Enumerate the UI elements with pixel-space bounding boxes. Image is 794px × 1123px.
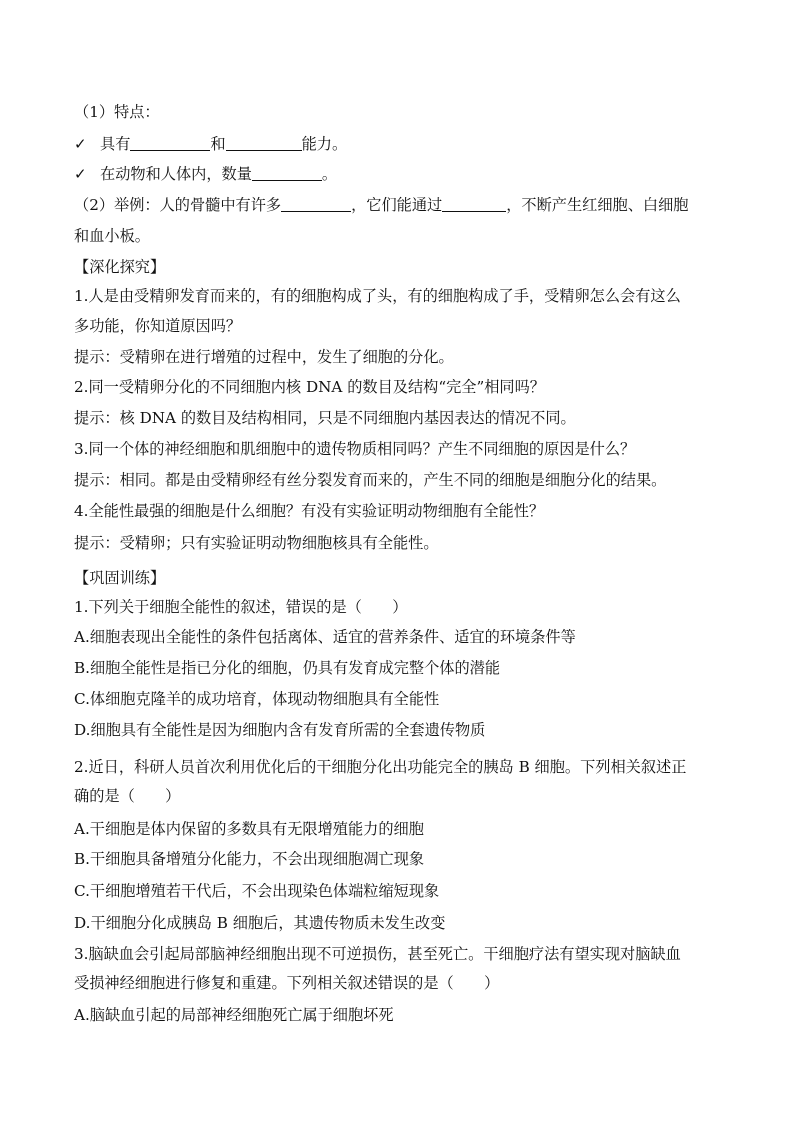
bullet1-post: 能力。	[301, 135, 348, 153]
answer-blank-5[interactable]	[442, 195, 506, 212]
answer-blank-2[interactable]	[226, 134, 302, 151]
feature-bullet-1	[74, 133, 734, 155]
feature-bullet-2	[74, 163, 734, 185]
deepen-heading: 【深化探究】	[74, 258, 166, 276]
practice-q2-option-c: C.干细胞增殖若干代后，不会出现染色体端粒缩短现象	[74, 882, 440, 900]
practice-q3-option-a: A.脑缺血引起的局部神经细胞死亡属于细胞坏死	[74, 1006, 394, 1024]
bullet1-mid: 和	[210, 135, 226, 153]
practice-heading: 【巩固训练】	[74, 569, 166, 587]
bullet2-pre: 在动物和人体内，数量	[100, 165, 252, 183]
answer-blank-1[interactable]	[130, 134, 210, 151]
example-pre: （2）举例：人的骨髓中有许多	[74, 196, 282, 214]
bullet1-pre: 具有	[100, 135, 131, 153]
practice-q2-option-d: D.干细胞分化成胰岛 B 细胞后，其遗传物质未发生改变	[74, 914, 446, 932]
deepen-q1-line1: 1.人是由受精卵发育而来的，有的细胞构成了头，有的细胞构成了手，受精卵怎么会有这么	[74, 287, 681, 305]
practice-q2-stem-1: 2.近日，科研人员首次利用优化后的干细胞分化出功能完全的胰岛 B 细胞。下列相关叙述正	[74, 758, 687, 776]
answer-blank-3[interactable]	[252, 164, 322, 181]
check-icon: ✓	[74, 135, 87, 153]
practice-q1-option-a: A.细胞表现出全能性的条件包括离体、适宜的营养条件、适宜的环境条件等	[74, 628, 576, 646]
practice-q3-stem-2: 受损神经细胞进行修复和重建。下列相关叙述错误的是（ ）	[74, 974, 500, 992]
deepen-a2: 提示：核 DNA 的数目及结构相同，只是不同细胞内基因表达的情况不同。	[74, 409, 576, 427]
deepen-q1-line2: 多功能，你知道原因吗？	[74, 317, 242, 335]
practice-q2-option-b: B.干细胞具备增殖分化能力，不会出现细胞凋亡现象	[74, 850, 425, 868]
example-post: ，不断产生红细胞、白细胞	[506, 196, 689, 214]
practice-q2-option-a: A.干细胞是体内保留的多数具有无限增殖能力的细胞	[74, 820, 424, 838]
bullet2-post: 。	[321, 165, 338, 183]
practice-q1-stem: 1.下列关于细胞全能性的叙述，错误的是（ ）	[74, 598, 408, 616]
deepen-a4: 提示：受精卵；只有实验证明动物细胞核具有全能性。	[74, 534, 439, 552]
practice-q1-option-d: D.细胞具有全能性是因为细胞内含有发育所需的全套遗传物质	[74, 721, 486, 739]
features-heading: （1）特点：	[74, 103, 160, 121]
deepen-q4: 4.全能性最强的细胞是什么细胞？有没有实验证明动物细胞有全能性？	[74, 502, 545, 520]
practice-q2-stem-2: 确的是（ ）	[74, 787, 181, 805]
check-icon: ✓	[74, 165, 87, 183]
deepen-q2: 2.同一受精卵分化的不同细胞内核 DNA 的数目及结构“完全”相同吗？	[74, 378, 545, 396]
deepen-a3: 提示：相同。都是由受精卵经有丝分裂发育而来的，产生不同的细胞是细胞分化的结果。	[74, 471, 667, 489]
deepen-a1: 提示：受精卵在进行增殖的过程中，发生了细胞的分化。	[74, 348, 454, 366]
example-mid: ，它们能通过	[351, 196, 443, 214]
practice-q1-option-c: C.体细胞克隆羊的成功培育，体现动物细胞具有全能性	[74, 690, 440, 708]
answer-blank-4[interactable]	[281, 195, 351, 212]
example-line-2: 和血小板。	[74, 227, 150, 245]
practice-q3-stem-1: 3.脑缺血会引起局部脑神经细胞出现不可逆损伤，甚至死亡。干细胞疗法有望实现对脑缺血	[74, 945, 681, 963]
example-line-1	[74, 194, 734, 216]
deepen-q3: 3.同一个体的神经细胞和肌细胞中的遗传物质相同吗？产生不同细胞的原因是什么？	[74, 440, 636, 458]
practice-q1-option-b: B.细胞全能性是指已分化的细胞，仍具有发育成完整个体的潜能	[74, 659, 501, 677]
